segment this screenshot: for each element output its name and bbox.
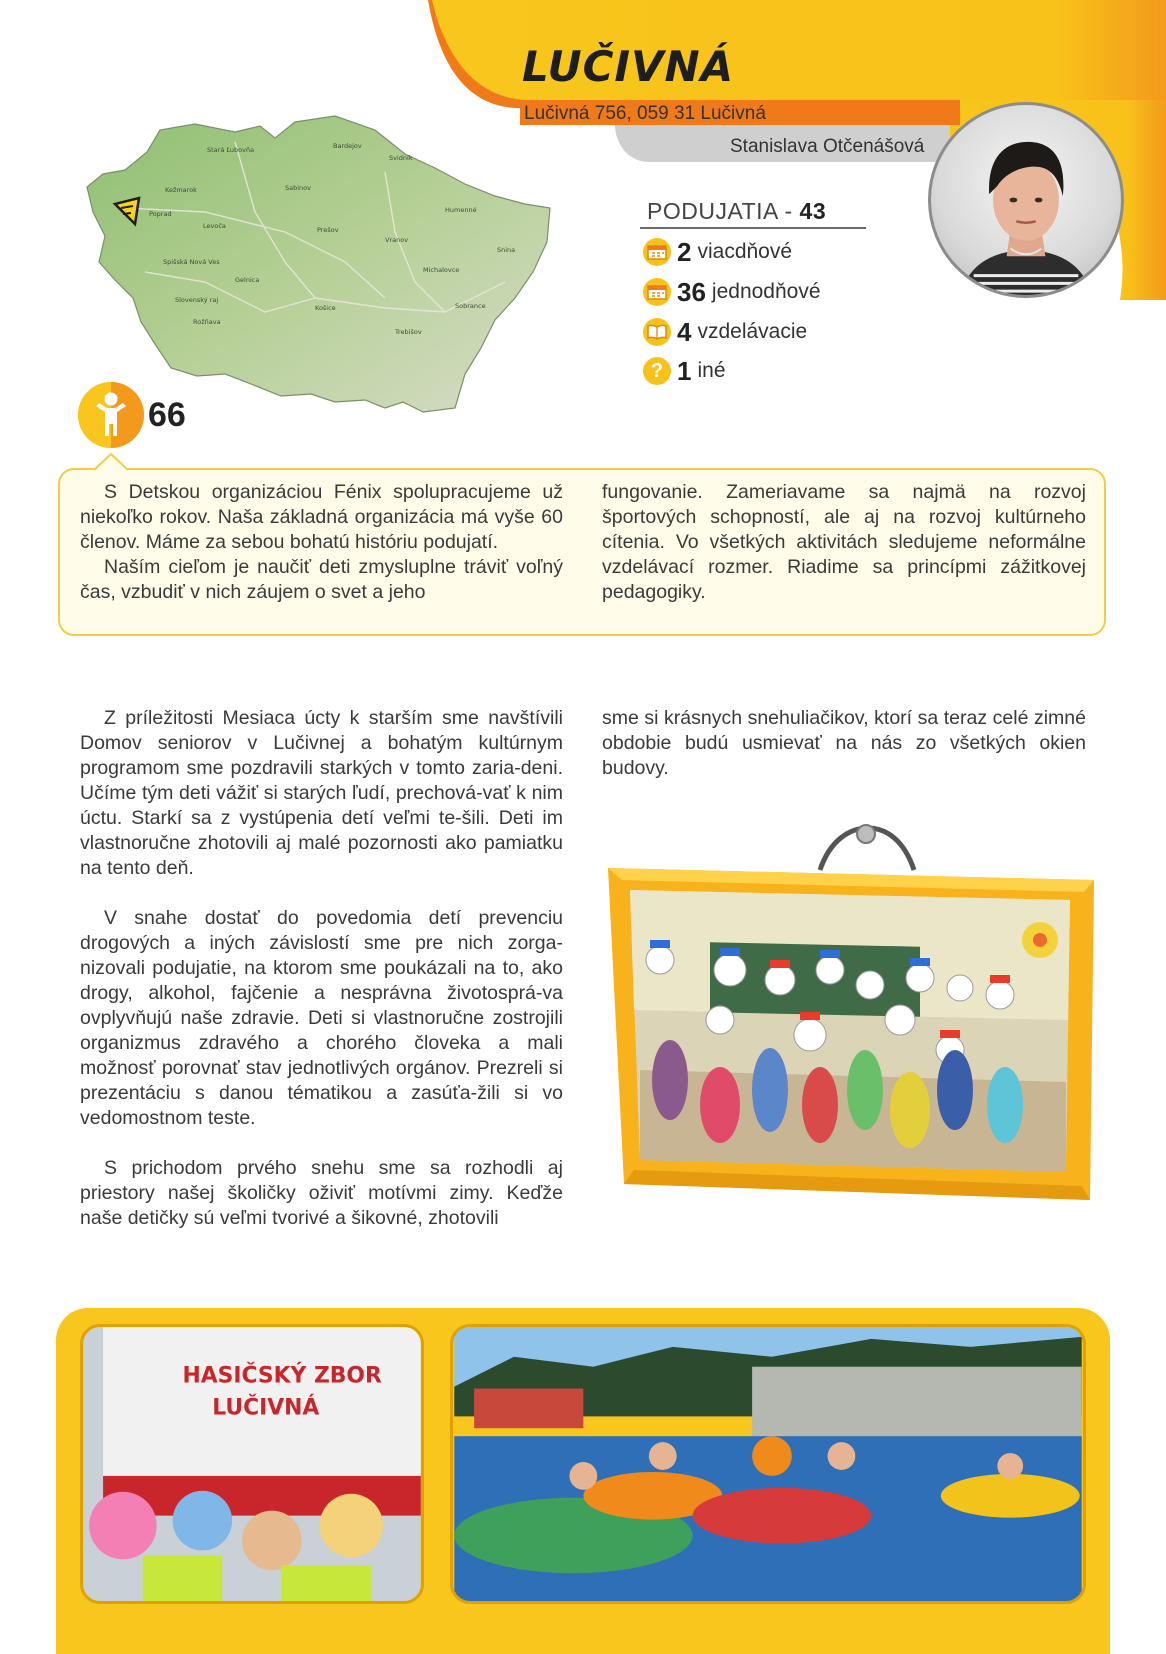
map-label: Vranov xyxy=(385,236,409,244)
events-heading: PODUJATIA - 43 xyxy=(647,198,827,224)
body-paragraph: sme si krásnych snehuliačikov, ktorí sa teraz celé zimné obdobie budú usmievať na nás zo všetkých okien budovy. xyxy=(602,707,1086,779)
members-icon xyxy=(78,382,144,448)
map-label: Spišská Nová Ves xyxy=(163,258,220,266)
calendar-icon xyxy=(643,238,671,266)
body-paragraph: Z príležitosti Mesiaca úcty k starším sme navštívili Domov seniorov v Lučivnej a bohatým kultúrnym programom sme pozdravili starkých v tomto zaria-deni. Učíme tým deti vážiť si starých ľudí, prechová-vať k nim úctu. Starkí sa z vystúpenia detí veľmi te-šili. Deti im vlastnoručne zhotovili aj malé pozornosti ako pamiatku na tento deň. xyxy=(80,707,563,879)
map-label: Košice xyxy=(315,304,336,312)
contact-person: Stanislava Otčenášová xyxy=(730,136,925,157)
map-label: Bardejov xyxy=(333,142,362,150)
map-label: Levoča xyxy=(203,222,226,230)
map-label: Prešov xyxy=(317,226,339,234)
event-row-multiday: 2 viacdňové xyxy=(643,236,792,268)
event-row-educational: 4 vzdelávacie xyxy=(643,316,807,348)
map-label: Sabinov xyxy=(285,184,311,192)
map-label: Slovenský raj xyxy=(175,296,219,304)
bumper-boats-photo xyxy=(450,1324,1086,1604)
body-paragraph: S prichodom prvého snehu sme sa rozhodli aj priestory našej školičky oživiť motívmi zimy. Keďže naše detičky sú veľmi tvorivé a šikovné, zhotovili xyxy=(80,1157,563,1229)
map-label: Poprad xyxy=(149,210,172,218)
body-paragraph: V snahe dostať do povedomia detí prevenciu drogových a iných závislostí sme pre nich zorga-nizovali podujatie, na ktorom sme poukázali na to, ako drogy, alkohol, fajčenie a nesprávna životosprá-va ovplyvňujú naše zdravie. Deti si vlastnoručne zostrojili organizmus zdravého a chorého človeka a mali možnosť porovnať stav jednotlivých orgánov. Prezreli si prezentáciu s danou tématikou a zasúťa-žili si vo vedomostnom teste. xyxy=(80,907,563,1129)
map-label: Humenné xyxy=(445,206,477,214)
address-text: Lučivná 756, 059 31 Lučivná xyxy=(524,103,766,124)
truck-text: HASIČSKÝ ZBOR xyxy=(182,1363,382,1389)
intro-text-left xyxy=(80,480,563,605)
page-title: LUČIVNÁ xyxy=(522,42,735,91)
event-row-oneday: 36 jednodňové xyxy=(643,276,821,308)
map-label: Sobrance xyxy=(455,302,486,310)
question-icon: ? xyxy=(643,357,671,385)
map-label: Stará Ľubovňa xyxy=(207,146,255,154)
region-map xyxy=(85,112,555,417)
book-icon xyxy=(643,318,671,346)
intro-paragraph: Naším cieľom je naučiť deti zmysluplne tráviť voľný čas, vzbudiť v nich záujem o svet a jeho xyxy=(80,556,563,603)
event-row-other: ? 1 iné xyxy=(643,355,726,387)
intro-paragraph: fungovanie. Zameriavame sa najmä na rozvoj športových schopností, ale aj na rozvoj kultúrneho cítenia. Vo všetkých aktivitách sledujeme neformálne vzdelávací rozmer. Riadime sa princípmi zážitkovej pedagogiky. xyxy=(602,481,1086,603)
portrait-photo xyxy=(928,102,1124,298)
map-label: Rožňava xyxy=(193,318,221,326)
divider xyxy=(640,227,866,229)
members-count: 66 xyxy=(148,396,186,434)
intro-paragraph: S Detskou organizáciou Fénix spolupracujeme už niekoľko rokov. Naša základná organizácia má vyše 60 členov. Máme za sebou bohatú históriu podujatí. xyxy=(80,481,563,553)
truck-text: LUČIVNÁ xyxy=(212,1395,320,1421)
map-label: Snina xyxy=(497,246,516,254)
body-text-left xyxy=(80,706,563,1231)
map-label: Trebišov xyxy=(395,328,422,336)
snowmen-classroom-photo xyxy=(630,890,1070,1172)
map-label: Michalovce xyxy=(423,266,460,274)
map-label: Kežmarok xyxy=(165,186,197,194)
hanging-photo-frame xyxy=(600,820,1100,1210)
speech-notch xyxy=(94,452,128,472)
intro-text-right xyxy=(602,480,1086,605)
map-label: Svidník xyxy=(389,154,413,162)
events-total: 43 xyxy=(799,198,827,224)
map-label: Gelnica xyxy=(235,276,260,284)
body-text-right xyxy=(602,706,1086,781)
fire-brigade-photo xyxy=(80,1324,424,1604)
calendar-icon xyxy=(643,278,671,306)
